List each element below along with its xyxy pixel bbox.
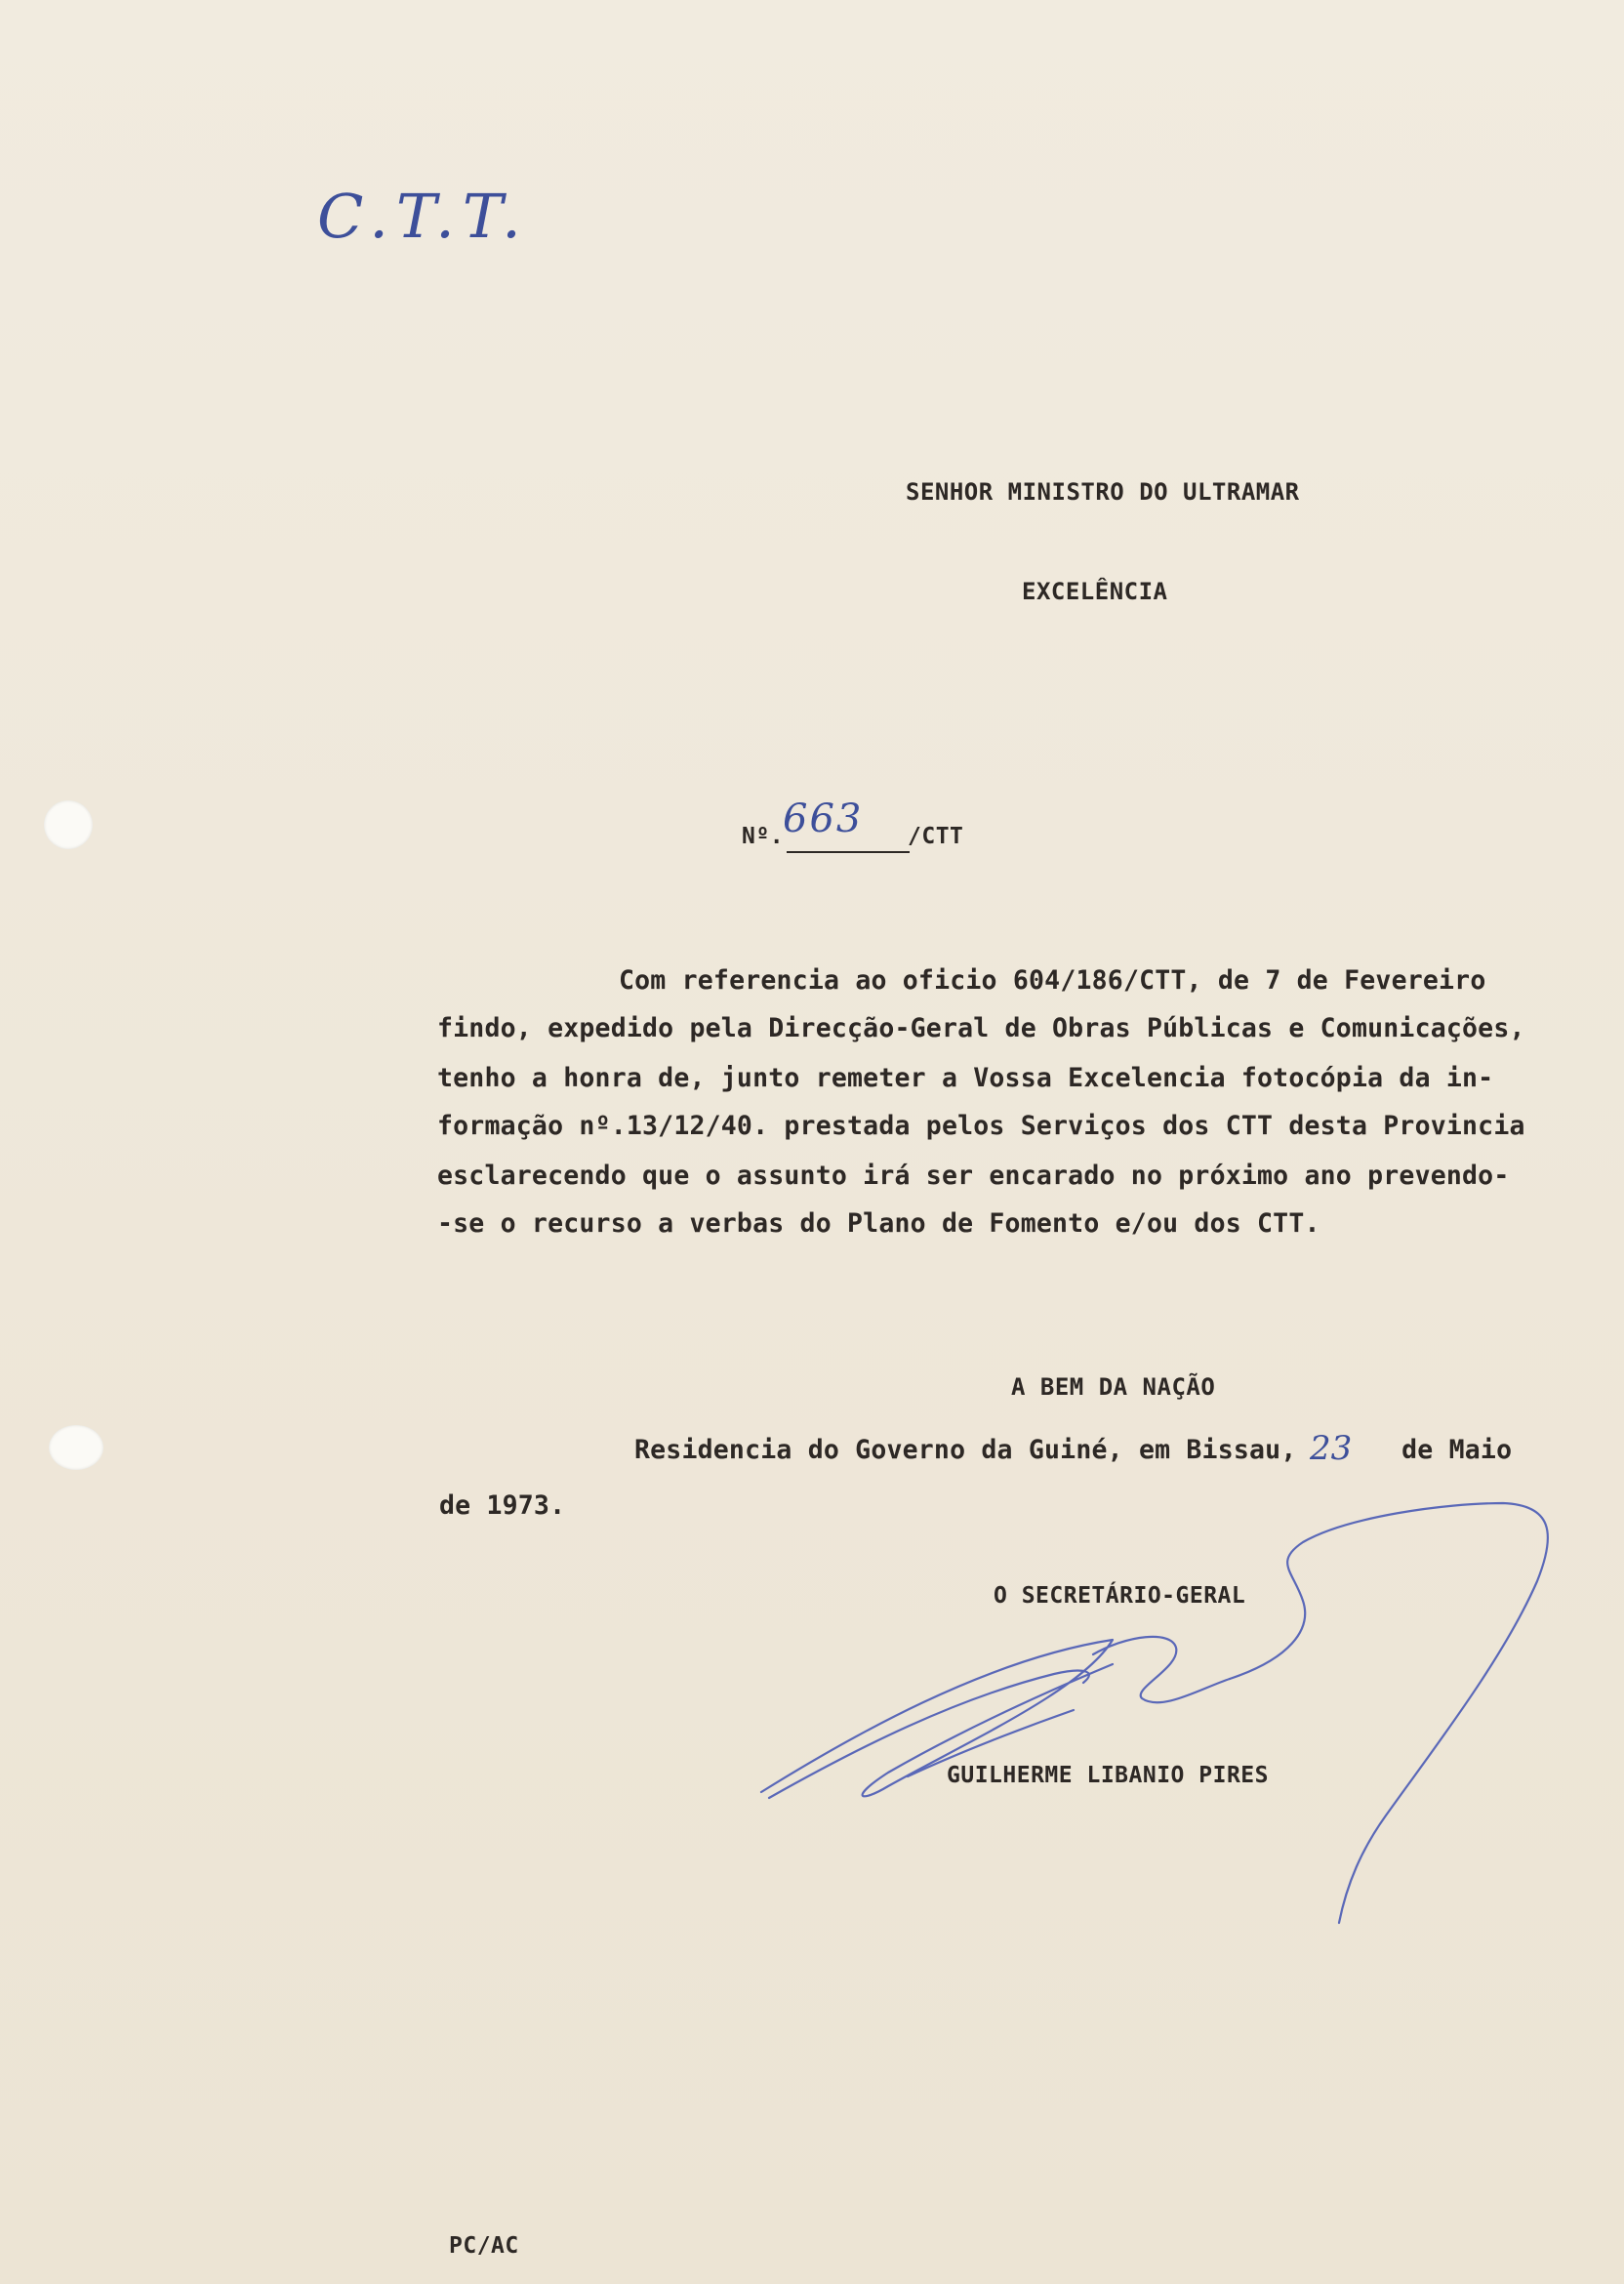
body-line: esclarecendo que o assunto irá ser encarado no próximo ano prevendo-: [437, 1161, 1510, 1191]
reference-initials: PC/AC: [449, 2233, 519, 2259]
signature-scribble: [742, 1493, 1581, 1942]
addressee: SENHOR MINISTRO DO ULTRAMAR: [906, 478, 1300, 506]
handwritten-header: C.T.T.: [317, 181, 529, 252]
number-suffix: /CTT: [908, 824, 964, 849]
place-date-month: de Maio: [1386, 1435, 1513, 1465]
body-line: -se o recurso a verbas do Plano de Fomento e/ou dos CTT.: [437, 1208, 1320, 1239]
document-number: [742, 796, 1035, 859]
closing-formula: A BEM DA NAÇÃO: [1011, 1373, 1216, 1401]
punch-hole-top: [44, 800, 93, 849]
signer-name: GUILHERME LIBANIO PIRES: [947, 1763, 1269, 1788]
place-date-year: de 1973.: [439, 1490, 566, 1521]
salutation: EXCELÊNCIA: [1022, 578, 1168, 605]
signer-title: O SECRETÁRIO-GERAL: [994, 1583, 1246, 1609]
punch-hole-bottom: [49, 1425, 103, 1470]
body-line: formação nº.13/12/40. prestada pelos Serviços dos CTT desta Provincia: [437, 1111, 1525, 1141]
number-blank-line: [787, 851, 910, 853]
body-line: findo, expedido pela Direcção-Geral de Obras Públicas e Comunicações,: [437, 1013, 1525, 1043]
number-handwritten: 663: [783, 796, 864, 841]
place-date-text: Residencia do Governo da Guiné, em Bissau,: [634, 1435, 1313, 1465]
body-line: Com referencia ao oficio 604/186/CTT, de 7 de Fevereiro: [619, 965, 1486, 996]
place-date: [634, 1429, 1562, 1474]
number-prefix: Nº.: [742, 824, 785, 849]
date-day-handwritten: 23: [1310, 1429, 1353, 1468]
body-line: tenho a honra de, junto remeter a Vossa Excelencia fotocópia da in-: [437, 1063, 1494, 1093]
